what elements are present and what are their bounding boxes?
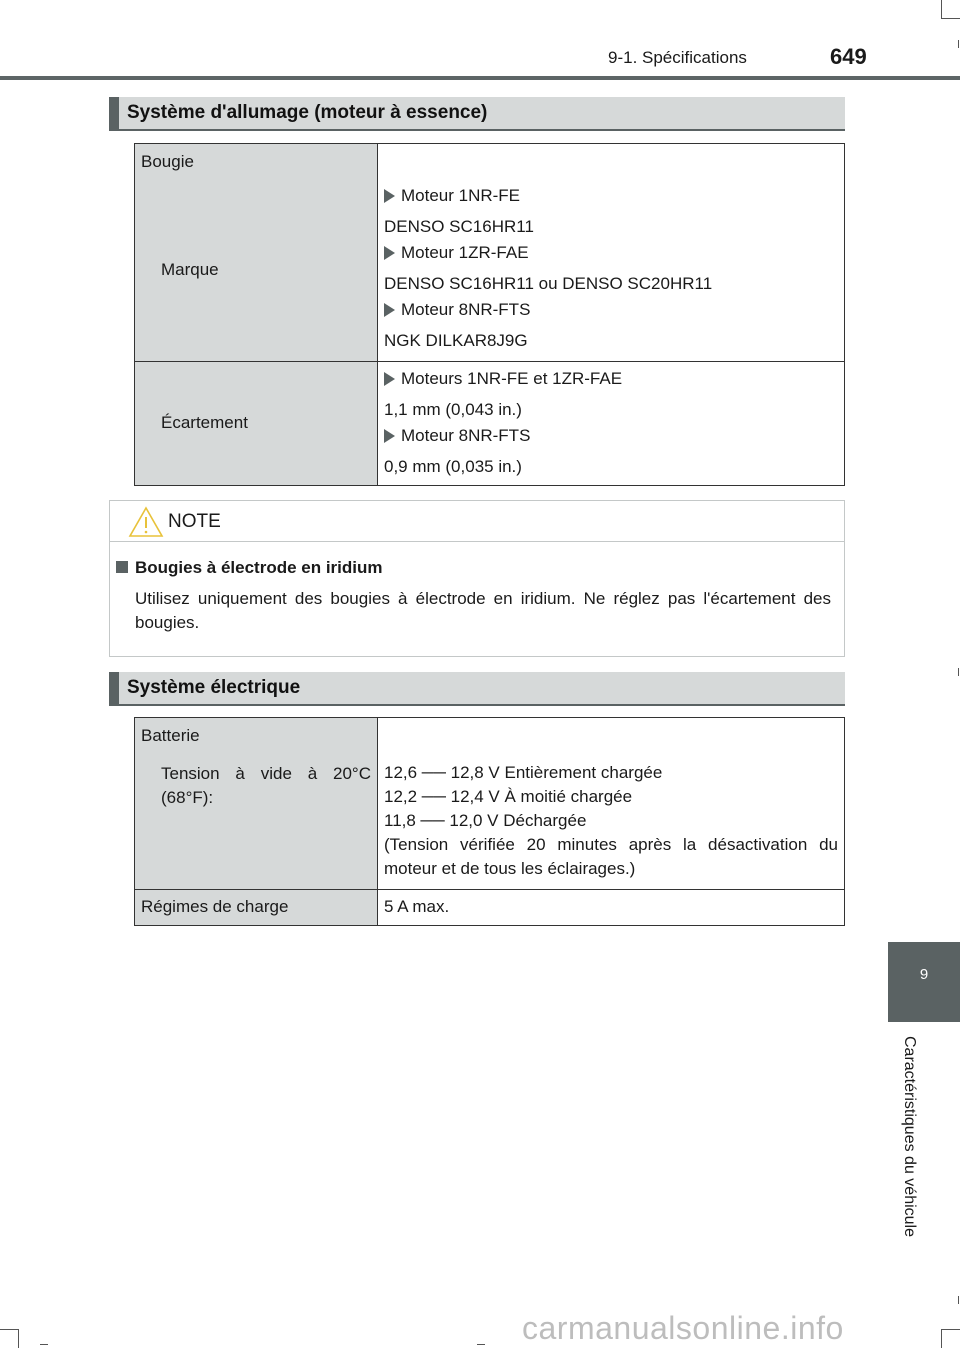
crop-mark (18, 1329, 19, 1348)
electrical-spec-table (134, 717, 845, 926)
crop-mark (941, 1329, 942, 1348)
section-accent (109, 97, 119, 129)
section-heading: 9-1. Spécifications (608, 48, 747, 67)
triangle-bullet-icon (384, 189, 395, 203)
crop-mark (958, 40, 959, 48)
ecartement-label-cell (135, 362, 378, 486)
marque-label-cell (135, 144, 378, 362)
triangle-bullet-icon (384, 429, 395, 443)
marque-label: Marque (161, 260, 219, 279)
spark-plug-model: DENSO SC16HR11 (384, 217, 534, 236)
ecartement-value-cell (378, 362, 845, 486)
electrical-section-title: Système électrique (127, 677, 301, 698)
spark-plug-model: NGK DILKAR8J9G (384, 331, 528, 350)
section-accent (109, 672, 119, 704)
spark-plug-model: DENSO SC16HR11 ou DENSO SC20HR11 (384, 274, 713, 293)
gap-value: 1,1 mm (0,043 in.) (384, 400, 522, 419)
voltage-line: 12,6 ── 12,8 V Entièrement chargée (384, 763, 663, 782)
charge-value-cell (378, 890, 845, 926)
header-divider (0, 76, 960, 80)
note-header (110, 501, 844, 542)
crop-mark (941, 18, 960, 19)
voltage-line: 12,2 ── 12,4 V À moitié chargée (384, 787, 633, 806)
table-row-batterie (135, 718, 845, 890)
square-bullet-icon (116, 561, 128, 573)
chapter-tab (888, 942, 960, 1022)
note-box (109, 500, 845, 657)
tension-value-cell (378, 718, 845, 890)
table-row-charge (135, 890, 845, 926)
gap-value: 0,9 mm (0,035 in.) (384, 457, 522, 476)
list-item (384, 300, 838, 320)
charge-label: Régimes de charge (141, 897, 289, 916)
batterie-label-cell (135, 718, 378, 890)
marque-value-cell (378, 144, 845, 362)
ignition-section-title: Système d'allumage (moteur à essence) (127, 102, 488, 123)
crop-mark (0, 1329, 18, 1330)
engine-label: Moteur 8NR-FTS (401, 300, 531, 319)
voltage-note: (Tension vérifiée 20 minutes après la désactivation du moteur et de tous les éclairages.) (384, 835, 838, 878)
ecartement-label: Écartement (161, 413, 248, 432)
bougie-label: Bougie (141, 152, 194, 171)
triangle-bullet-icon (384, 246, 395, 260)
triangle-bullet-icon (384, 303, 395, 317)
page-number: 649 (830, 44, 867, 69)
charge-label-cell (135, 890, 378, 926)
charge-value: 5 A max. (384, 897, 450, 916)
electrical-section-bar (109, 672, 845, 706)
table-row-marque (135, 144, 845, 362)
list-item (384, 243, 838, 263)
note-label: NOTE (168, 511, 221, 532)
list-item (384, 369, 838, 389)
engine-label: Moteur 8NR-FTS (401, 426, 531, 445)
note-subtitle: Bougies à électrode en iridium (135, 558, 383, 577)
note-text: Utilisez uniquement des bougies à électrode en iridium. Ne réglez pas l'écartement des bougies. (135, 589, 831, 632)
ignition-section-bar (109, 97, 845, 131)
crop-mark (941, 1329, 960, 1330)
chapter-title: Caractéristiques du véhicule (901, 1036, 918, 1237)
watermark: carmanualsonline.info (522, 1310, 844, 1346)
warning-icon (128, 506, 164, 538)
crop-mark (941, 0, 942, 18)
table-row-ecartement (135, 362, 845, 486)
triangle-bullet-icon (384, 372, 395, 386)
crop-mark (958, 1296, 959, 1304)
engine-label: Moteurs 1NR-FE et 1ZR-FAE (401, 369, 623, 388)
crop-mark (40, 1344, 48, 1345)
crop-mark (477, 1344, 485, 1345)
tension-label: Tension à vide à 20°C (68°F): (161, 764, 371, 807)
engine-label: Moteur 1NR-FE (401, 186, 521, 205)
list-item (384, 426, 838, 446)
chapter-number: 9 (919, 966, 929, 983)
crop-mark (958, 668, 959, 676)
batterie-label: Batterie (141, 726, 200, 745)
list-item (384, 186, 838, 206)
ignition-spec-table (134, 143, 845, 486)
voltage-line: 11,8 ── 12,0 V Déchargée (384, 811, 587, 830)
engine-label: Moteur 1ZR-FAE (401, 243, 529, 262)
